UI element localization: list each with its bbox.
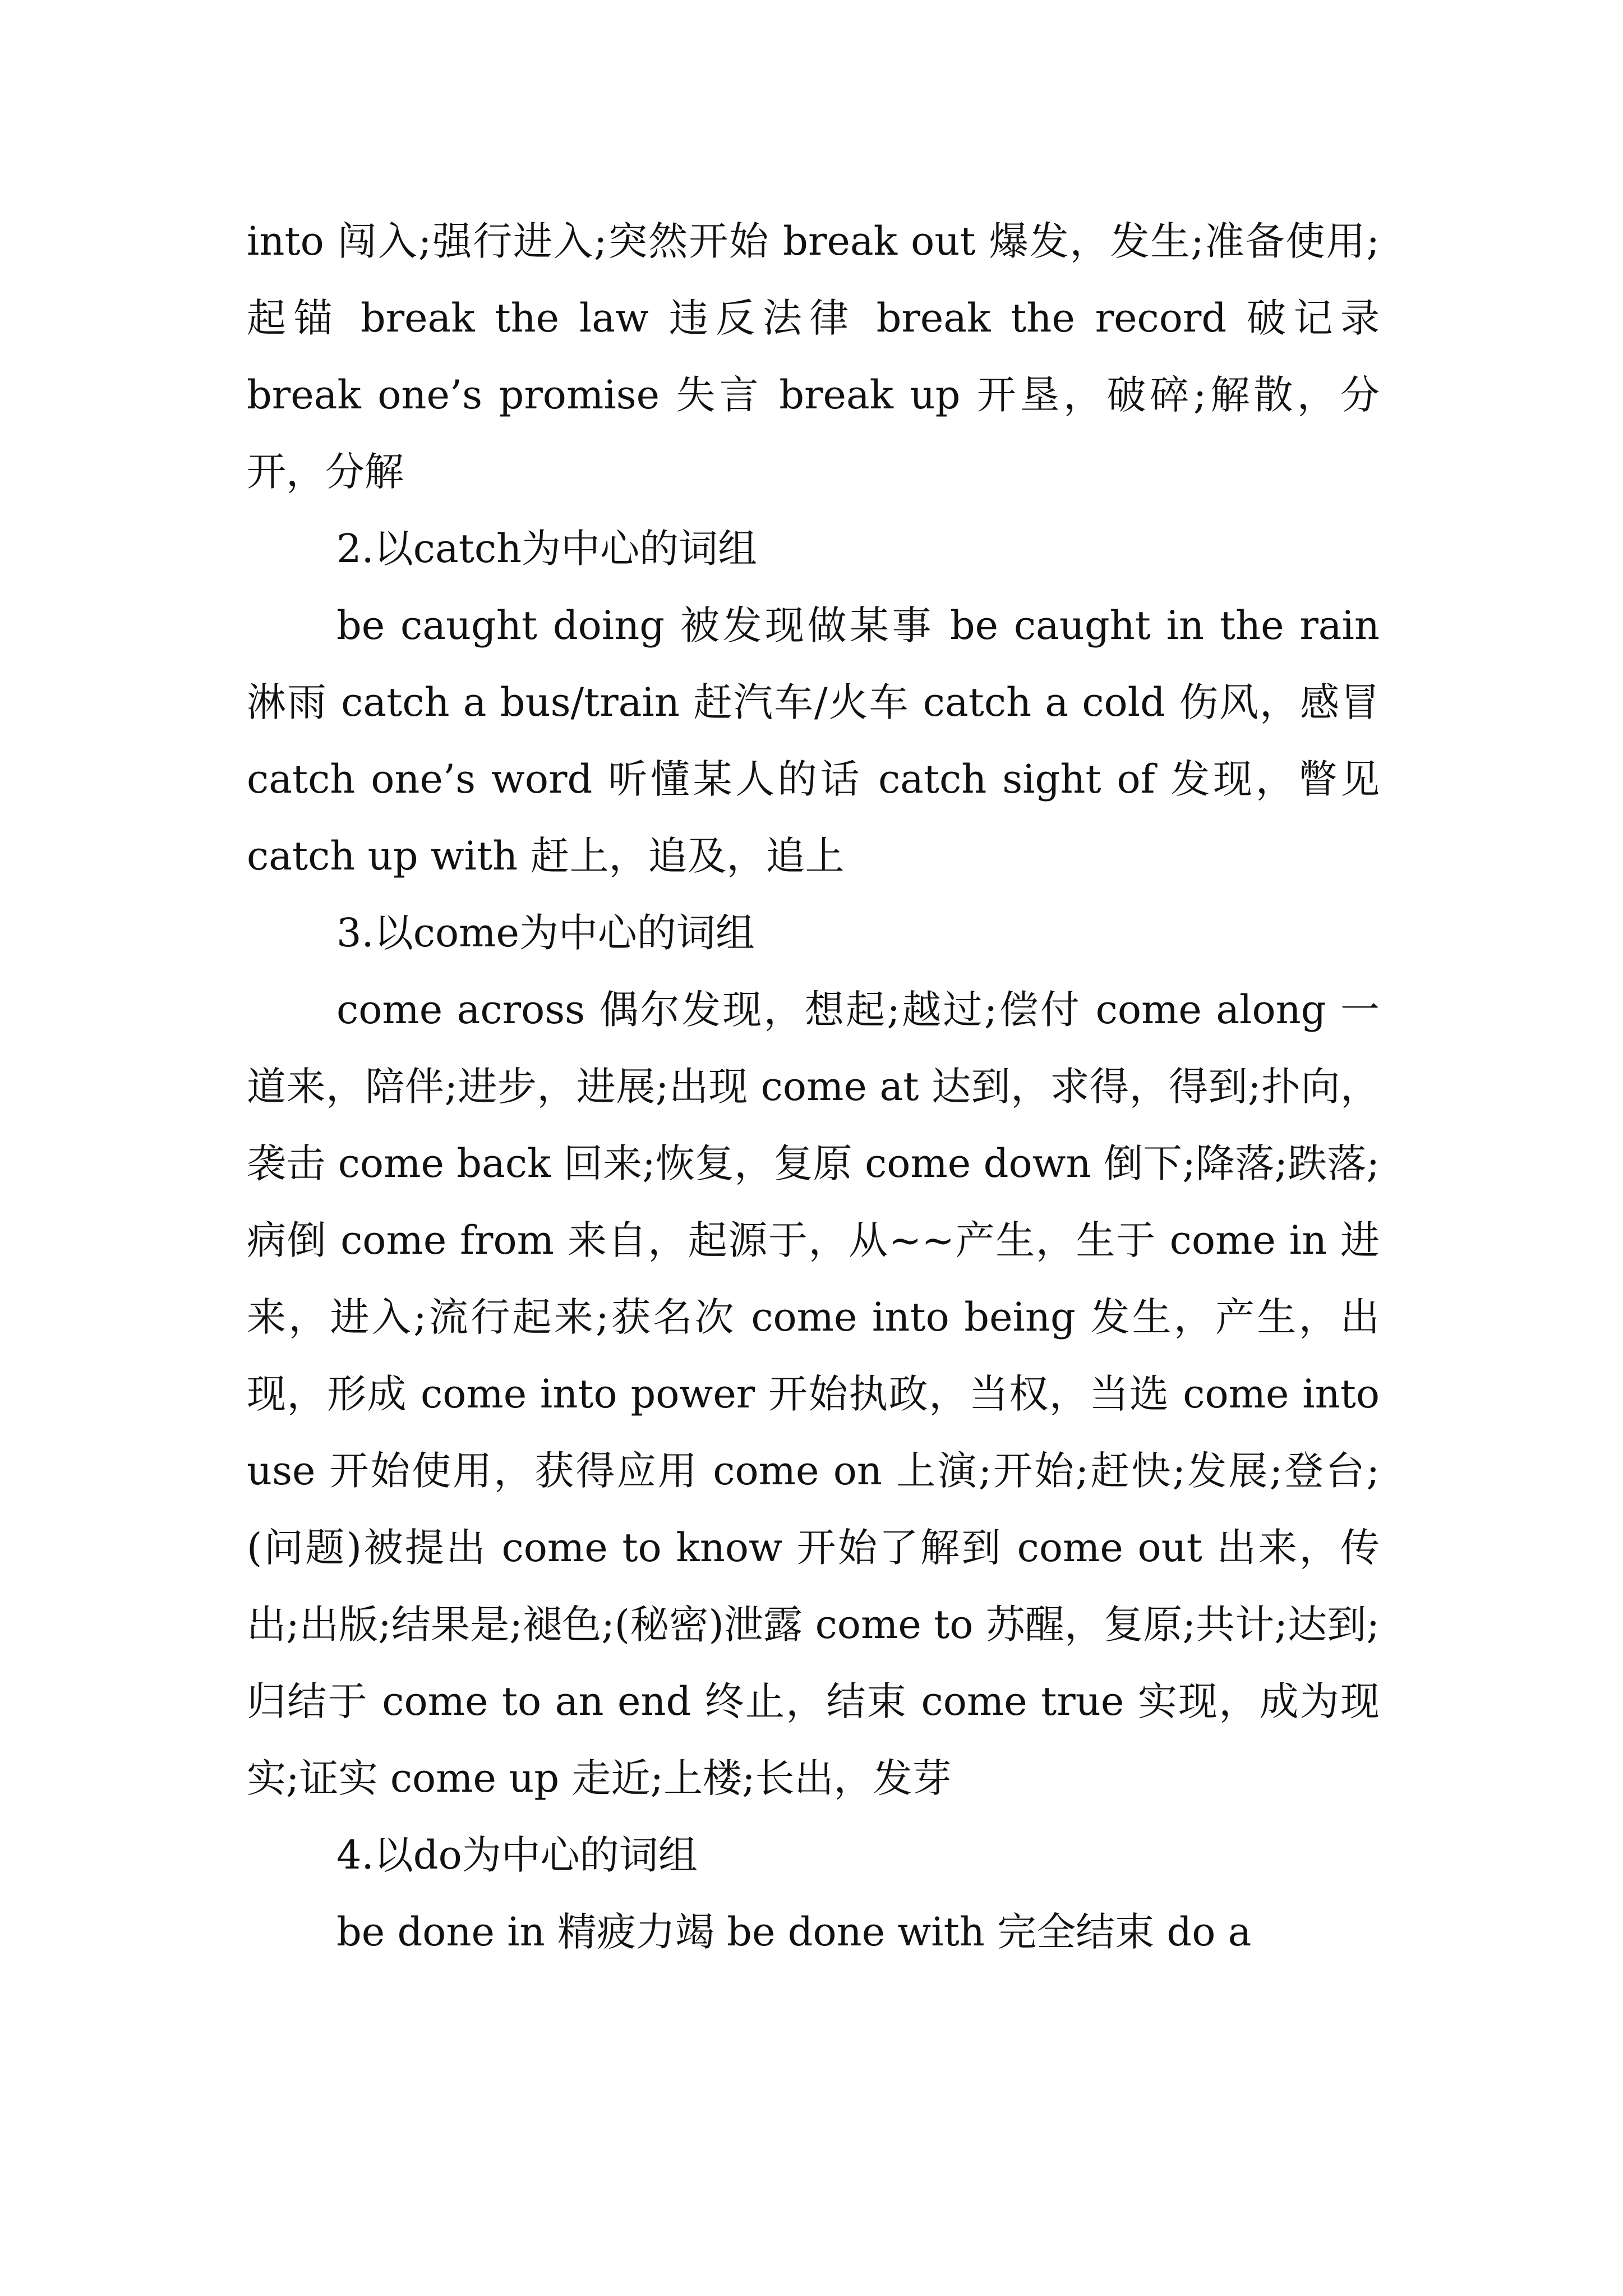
paragraph-do-phrases: be done in 精疲力竭 be done with 完全结束 do a: [336, 1909, 1252, 1955]
document-body: [247, 203, 1380, 1971]
paragraph-catch-phrases: be caught doing 被发现做某事 be caught in the rain 淋雨 catch a bus/train 赶汽车/火车 catch a cold 伤风，感冒 catch one’s word 听懂某人的话 catch sight of 发现，瞥见 catch up with 赶上，追及，追上: [247, 602, 1380, 879]
heading-come: 3.以come为中心的词组: [336, 910, 755, 956]
paragraph-come-phrases: come across 偶尔发现，想起;越过;偿付 come along 一道来，陪伴;进步，进展;出现 come at 达到，求得，得到;扑向，袭击 come back 回来;恢复，复原 come down 倒下;降落;跌落;病倒 come from 来自，起源于，从~~产生，生于 come in 进来，进入;流行起来;获名次 come into being 发生，产生，出现，形成 come into power 开始执政，当权，当选 come into use 开始使用，获得应用 come on 上演;开始;赶快;发展;登台;(问题)被提出 come to know 开始了解到 come out 出来，传出;出版;结果是;褪色;(秘密)泄露 come to 苏醒，复原;共计;达到;归结于 come to an end 终止，结束 come true 实现，成为现实;证实 come up 走近;上楼;长出，发芽: [247, 987, 1380, 1801]
heading-do: 4.以do为中心的词组: [336, 1832, 698, 1878]
paragraph-break-phrases: into 闯入;强行进入;突然开始 break out 爆发，发生;准备使用;起锚 break the law 违反法律 break the record 破记录 break one’s promise 失言 break up 开垦，破碎;解散，分开，分解: [247, 218, 1380, 495]
heading-catch: 2.以catch为中心的词组: [336, 526, 758, 572]
